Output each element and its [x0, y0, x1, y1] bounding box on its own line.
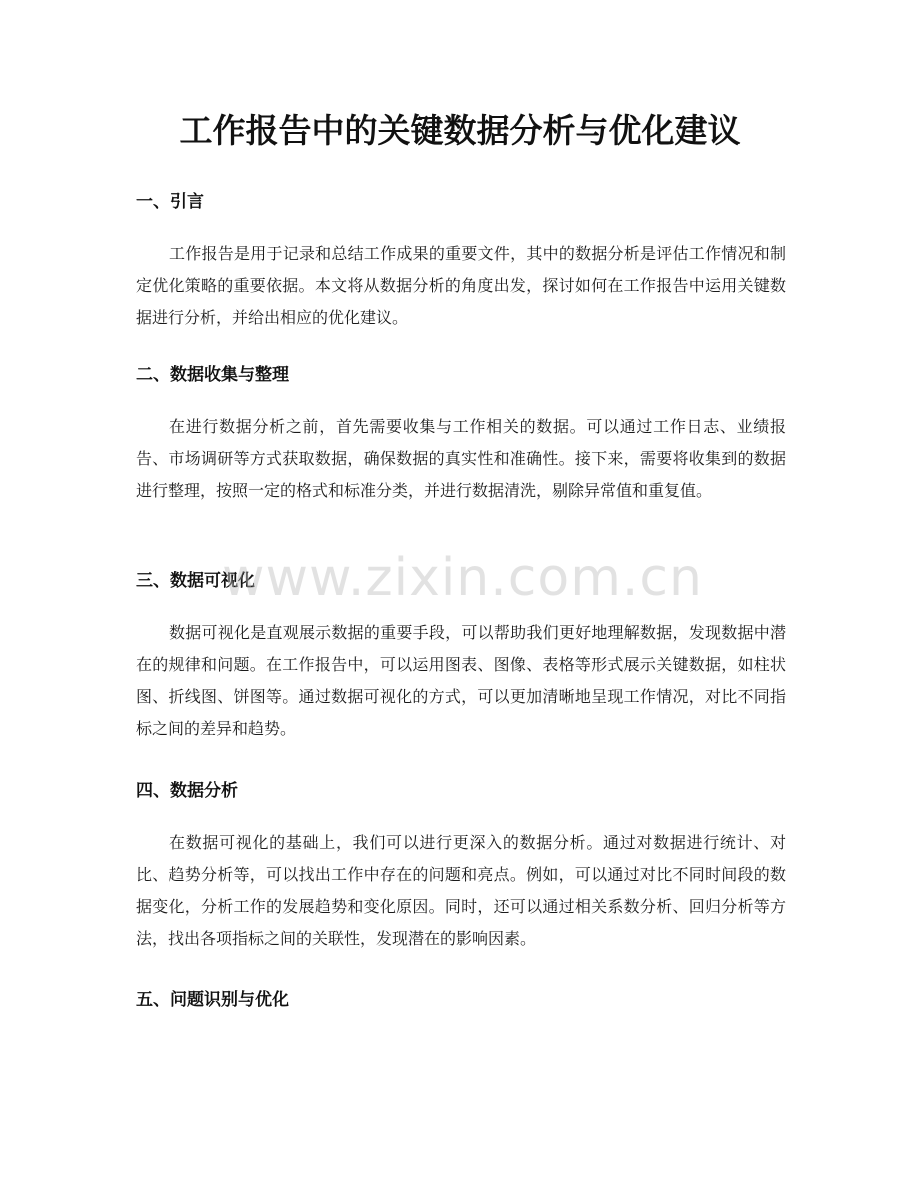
- section-paragraph: 工作报告是用于记录和总结工作成果的重要文件，其中的数据分析是评估工作情况和制定优化策略的重要依据。本文将从数据分析的角度出发，探讨如何在工作报告中运用关键数据进行分析，并给出相应的优化建议。: [136, 244, 786, 327]
- section-paragraph: 数据可视化是直观展示数据的重要手段，可以帮助我们更好地理解数据，发现数据中潜在的规律和问题。在工作报告中，可以运用图表、图像、表格等形式展示关键数据，如柱状图、折线图、饼图等。通过数据可视化的方式，可以更加清晰地呈现工作情况，对比不同指标之间的差异和趋势。: [136, 623, 786, 738]
- section-heading: 四、数据分析: [136, 781, 238, 801]
- section-paragraph: 在数据可视化的基础上，我们可以进行更深入的数据分析。通过对数据进行统计、对比、趋势分析等，可以找出工作中存在的问题和亮点。例如，可以通过对比不同时间段的数据变化，分析工作的发展趋势和变化原因。同时，还可以通过相关系数分析、回归分析等方法，找出各项指标之间的关联性，发现潜在的影响因素。: [136, 833, 786, 948]
- document-title: 工作报告中的关键数据分析与优化建议: [179, 111, 741, 150]
- section-heading: 五、问题识别与优化: [136, 990, 289, 1010]
- section-data-visualization: [136, 569, 786, 745]
- section-heading: 二、数据收集与整理: [136, 365, 289, 385]
- section-data-collection: [136, 363, 786, 507]
- section-introduction: [136, 190, 786, 334]
- section-heading: 三、数据可视化: [136, 571, 255, 591]
- section-data-analysis: [136, 779, 786, 955]
- section-heading: 一、引言: [136, 192, 204, 212]
- watermark: www.zixin.com.cn: [222, 548, 703, 608]
- section-problem-identification: [136, 988, 786, 1012]
- section-paragraph: 在进行数据分析之前，首先需要收集与工作相关的数据。可以通过工作日志、业绩报告、市场调研等方式获取数据，确保数据的真实性和准确性。接下来，需要将收集到的数据进行整理，按照一定的格式和标准分类，并进行数据清洗，剔除异常值和重复值。: [136, 417, 786, 500]
